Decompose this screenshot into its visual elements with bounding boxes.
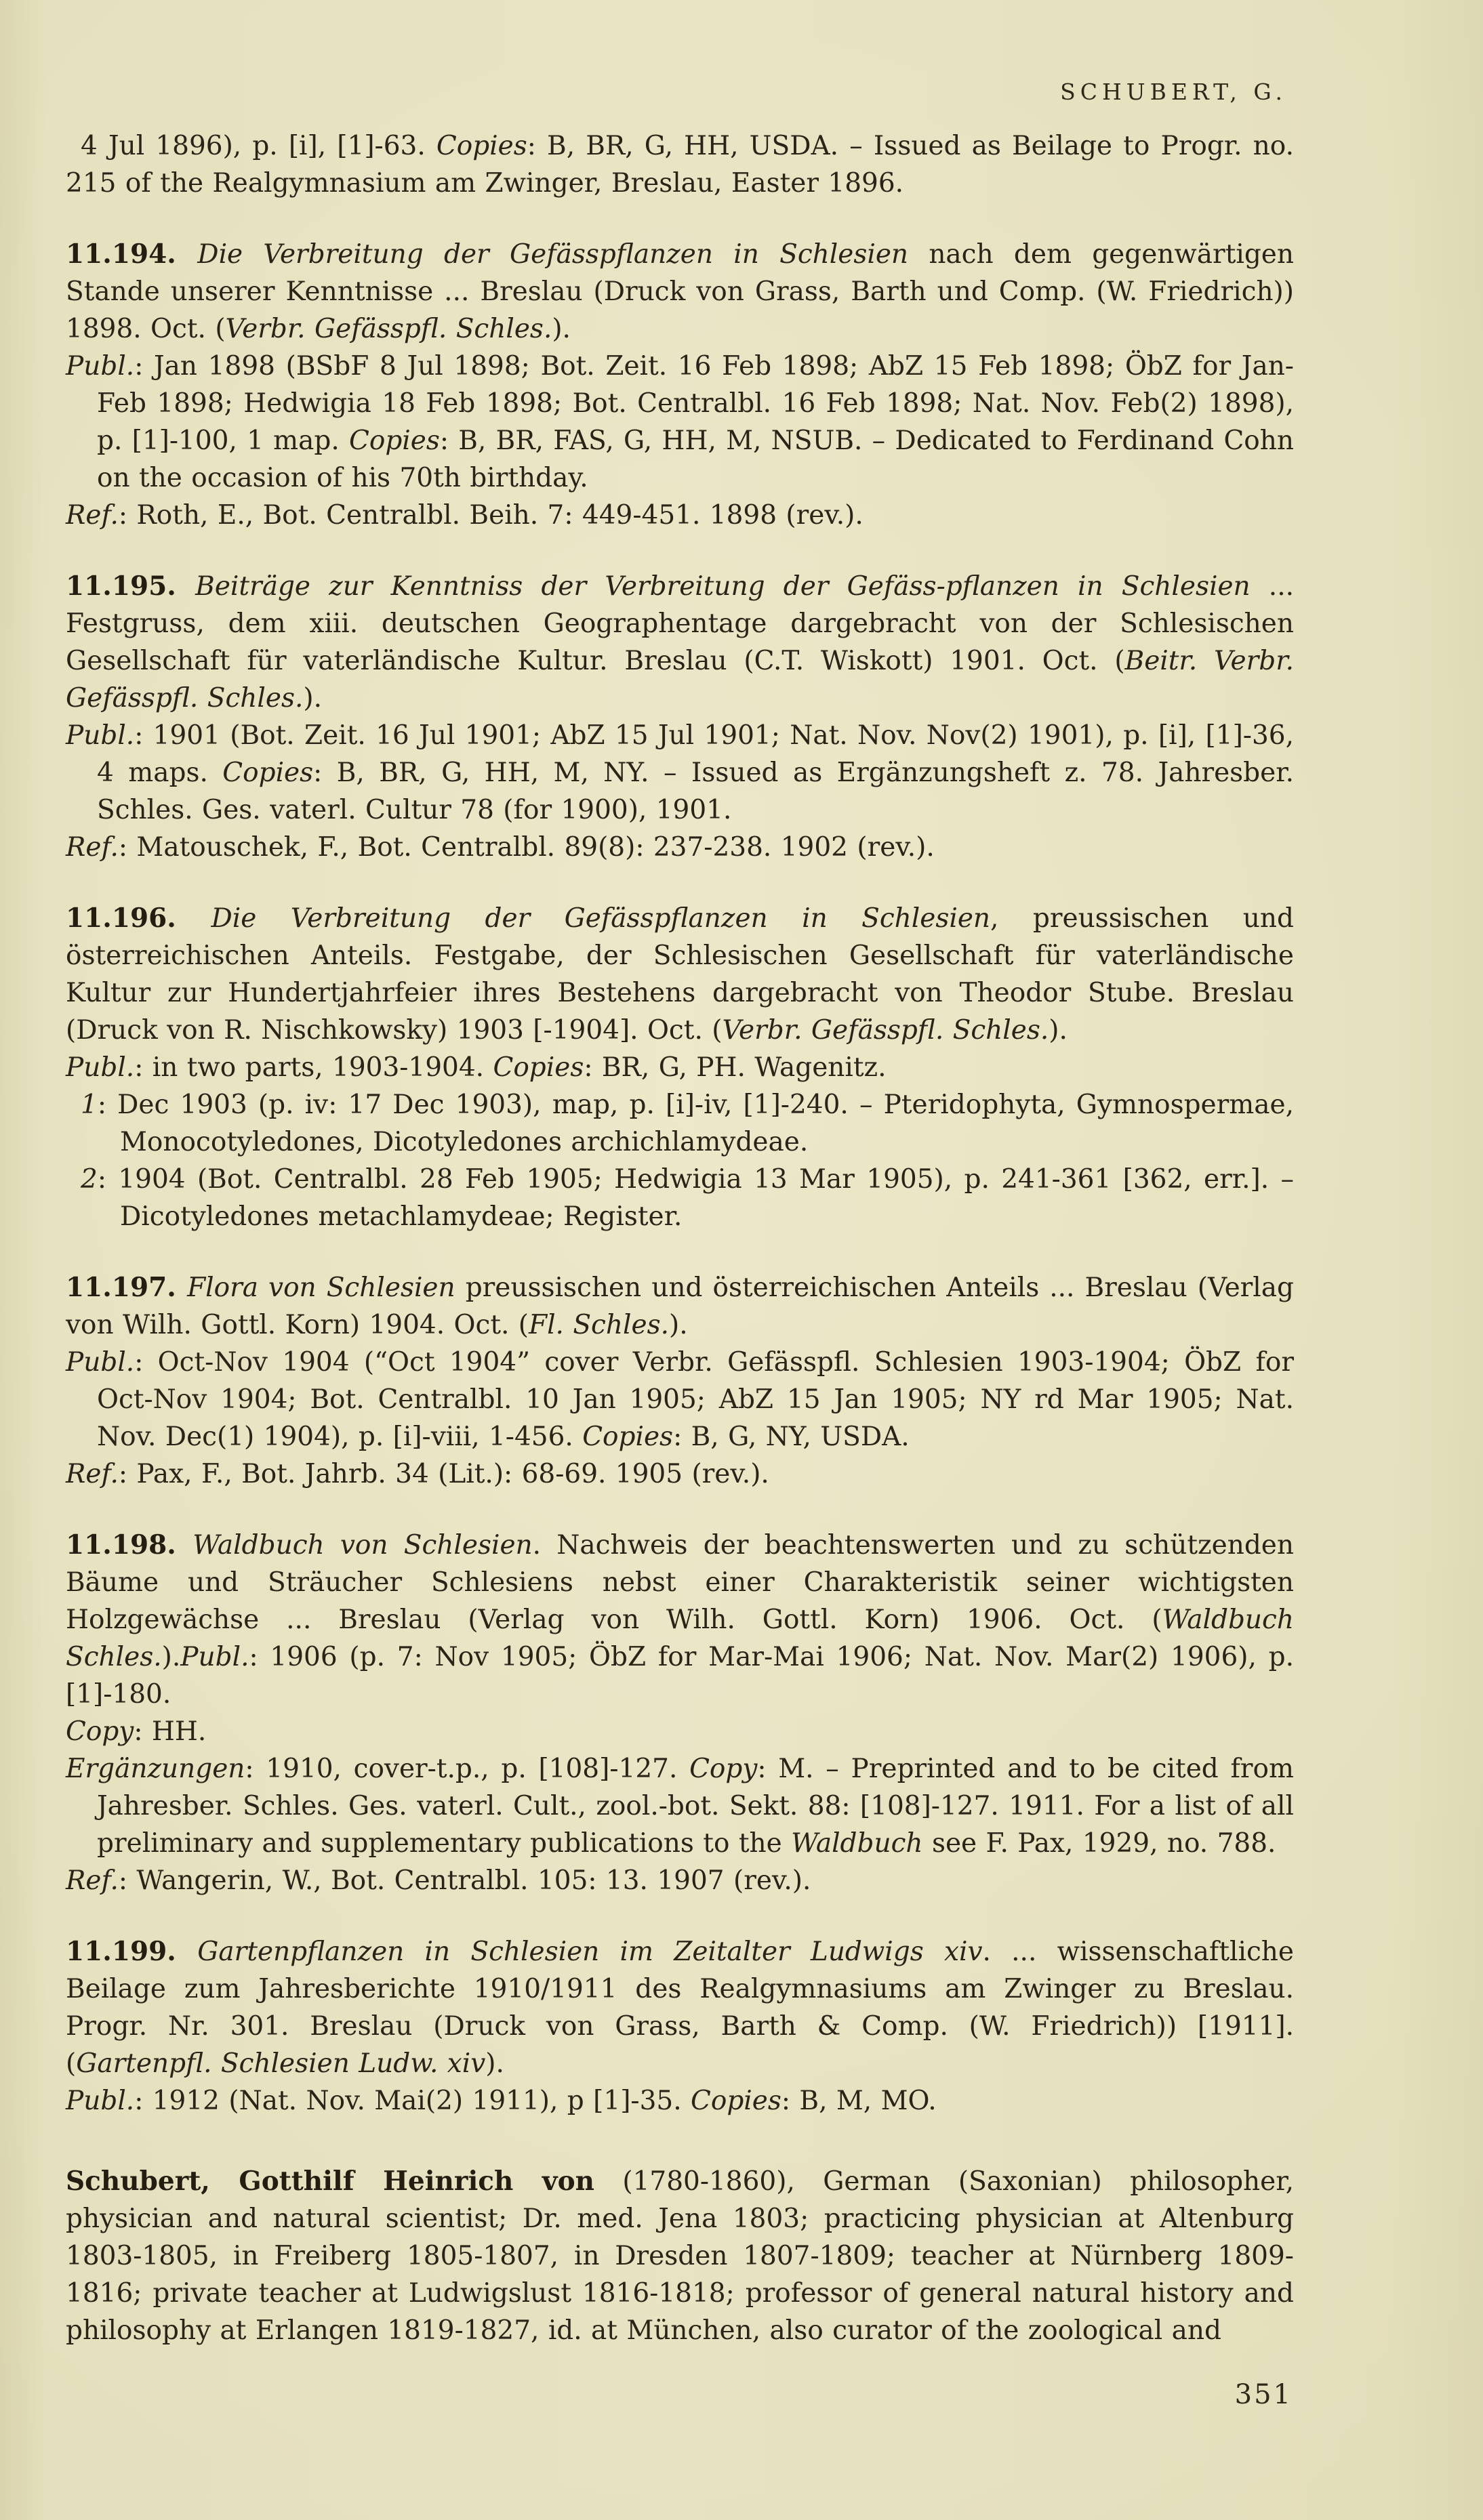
entry-11-198-title: 11.198. Waldbuch von Schlesien. Nachweis der beachtenswerten und zu schützenden Bäume und Sträucher Schlesiens nebst einer Charakteristik seiner wichtigsten Holzgewächse ... Breslau (Verlag von Wilh. Gottl. Korn) 1906. Oct. (Waldbuch Schles.).Publ.: 1906 (p. 7: Nov 1905; ÖbZ for Mar-Mai 1906; Nat. Nov. Mar(2) 1906), p. [1]-180. bbox=[66, 1529, 1294, 1710]
bibliography-entries bbox=[66, 127, 1294, 2349]
entry-11-196-part-2: 2: 1904 (Bot. Centralbl. 28 Feb 1905; Hedwigia 13 Mar 1905), p. 241-361 [362, err.]. – Dicotyledones metachlamydeae; Register. bbox=[81, 1164, 1294, 1232]
entry-11-198-copy: Copy: HH. bbox=[66, 1716, 207, 1747]
page-number-row bbox=[66, 2379, 1294, 2410]
entry-11-199-title: 11.199. Gartenpflanzen in Schlesien im Zeitalter Ludwigs xiv. ... wissenschaftliche Beilage zum Jahresberichte 1910/1911 des Realgymnasiums am Zwinger zu Breslau. Progr. Nr. 301. Breslau (Druck von Grass, Barth & Comp. (W. Friedrich)) [1911]. (Gartenpfl. Schlesien Ludw. xiv). bbox=[66, 1936, 1294, 2079]
entry-11-195-ref: Ref.: Matouschek, F., Bot. Centralbl. 89(8): 237-238. 1902 (rev.). bbox=[66, 832, 935, 863]
page-number: 351 bbox=[1234, 2379, 1293, 2410]
entry-11-199-publ: Publ.: 1912 (Nat. Nov. Mai(2) 1911), p [1]-35. Copies: B, M, MO. bbox=[66, 2086, 937, 2116]
entry-11-197-title: 11.197. Flora von Schlesien preussischen und österreichischen Anteils ... Breslau (Verlag von Wilh. Gottl. Korn) 1904. Oct. (Fl. Schles.). bbox=[66, 1272, 1295, 1340]
entry-11-194-publ: Publ.: Jan 1898 (BSbF 8 Jul 1898; Bot. Zeit. 16 Feb 1898; AbZ 15 Feb 1898; ÖbZ for Jan-Feb 1898; Hedwigia 18 Feb 1898; Bot. Centralbl. 16 Feb 1898; Nat. Nov. Feb(2) 1898), p. [1]-100, 1 map. Copies: B, BR, FAS, G, HH, M, NSUB. – Dedicated to Ferdinand Cohn on the occasion of his 70th birthday. bbox=[66, 351, 1294, 493]
entry-11-196-publ: Publ.: in two parts, 1903-1904. Copies: BR, G, PH. Wagenitz. bbox=[66, 1052, 887, 1083]
entry-11-195-title: 11.195. Beiträge zur Kenntniss der Verbreitung der Gefäss-pflanzen in Schlesien ... Festgruss, dem xiii. deutschen Geographentage dargebracht von der Schlesischen Gesellschaft für vaterländische Kultur. Breslau (C.T. Wiskott) 1901. Oct. (Beitr. Verbr. Gefässpfl. Schles.). bbox=[66, 571, 1294, 714]
running-header: SCHUBERT, G. bbox=[1060, 79, 1287, 105]
entry-11-194-title: 11.194. Die Verbreitung der Gefässpflanzen in Schlesien nach dem gegenwärtigen Stande unserer Kenntnisse ... Breslau (Druck von Grass, Barth und Comp. (W. Friedrich)) 1898. Oct. (Verbr. Gefässpfl. Schles.). bbox=[66, 239, 1295, 344]
entry-11-196-title: 11.196. Die Verbreitung der Gefässpflanzen in Schlesien, preussischen und österreichischen Anteils. Festgabe, der Schlesischen Gesellschaft für vaterländische Kultur zur Hundertjahrfeier ihres Bestehens dargebracht von Theodor Stube. Breslau (Druck von R. Nischkowsky) 1903 [-1904]. Oct. (Verbr. Gefässpfl. Schles.). bbox=[66, 903, 1294, 1046]
entry-11-194-ref: Ref.: Roth, E., Bot. Centralbl. Beih. 7: 449-451. 1898 (rev.). bbox=[66, 500, 864, 531]
entry-11-198-ref: Ref.: Wangerin, W., Bot. Centralbl. 105: 13. 1907 (rev.). bbox=[66, 1865, 811, 1896]
biography-schubert-g-h-von: Schubert, Gotthilf Heinrich von (1780-1860), German (Saxonian) philosopher, physician and natural scientist; Dr. med. Jena 1803; practicing physician at Altenburg 1803-1805, in Freiberg 1805-1807, in Dresden 1807-1809; teacher at Nürnberg 1809-1816; private teacher at Ludwigslust 1816-1818; professor of general natural history and philosophy at Erlangen 1819-1827, id. at München, also curator of the zoological and bbox=[66, 2166, 1294, 2346]
entry-11-197-ref: Ref.: Pax, F., Bot. Jahrb. 34 (Lit.): 68-69. 1905 (rev.). bbox=[66, 1459, 769, 1489]
entry-11-198-ergaenzungen: Ergänzungen: 1910, cover-t.p., p. [108]-127. Copy: M. – Preprinted and to be cited from Jahresber. Schles. Ges. vaterl. Cult., zool.-bot. Sekt. 88: [108]-127. 1911. For a list of all preliminary and supplementary publications to the Waldbuch see F. Pax, 1929, no. 788. bbox=[66, 1754, 1294, 1859]
entry-11-197-publ: Publ.: Oct-Nov 1904 (“Oct 1904” cover Verbr. Gefässpfl. Schlesien 1903-1904; ÖbZ for Oct-Nov 1904; Bot. Centralbl. 10 Jan 1905; AbZ 15 Jan 1905; NY rd Mar 1905; Nat. Nov. Dec(1) 1904), p. [i]-viii, 1-456. Copies: B, G, NY, USDA. bbox=[66, 1347, 1294, 1452]
entry-11-196-part-1: 1: Dec 1903 (p. iv: 17 Dec 1903), map, p. [i]-iv, [1]-240. – Pteridophyta, Gymnospermae, Monocotyledones, Dicotyledones archichlamydeae. bbox=[81, 1090, 1294, 1157]
text-block bbox=[66, 127, 1294, 2410]
entry-11-195-publ: Publ.: 1901 (Bot. Zeit. 16 Jul 1901; AbZ 15 Jul 1901; Nat. Nov. Nov(2) 1901), p. [i], [1]-36, 4 maps. Copies: B, BR, G, HH, M, NY. – Issued as Ergänzungsheft z. 78. Jahresber. Schles. Ges. vaterl. Cultur 78 (for 1900), 1901. bbox=[66, 720, 1294, 825]
continuation-paragraph: 4 Jul 1896), p. [i], [1]-63. Copies: B, BR, G, HH, USDA. – Issued as Beilage to Progr. no. 215 of the Realgymnasium am Zwinger, Breslau, Easter 1896. bbox=[66, 131, 1294, 199]
